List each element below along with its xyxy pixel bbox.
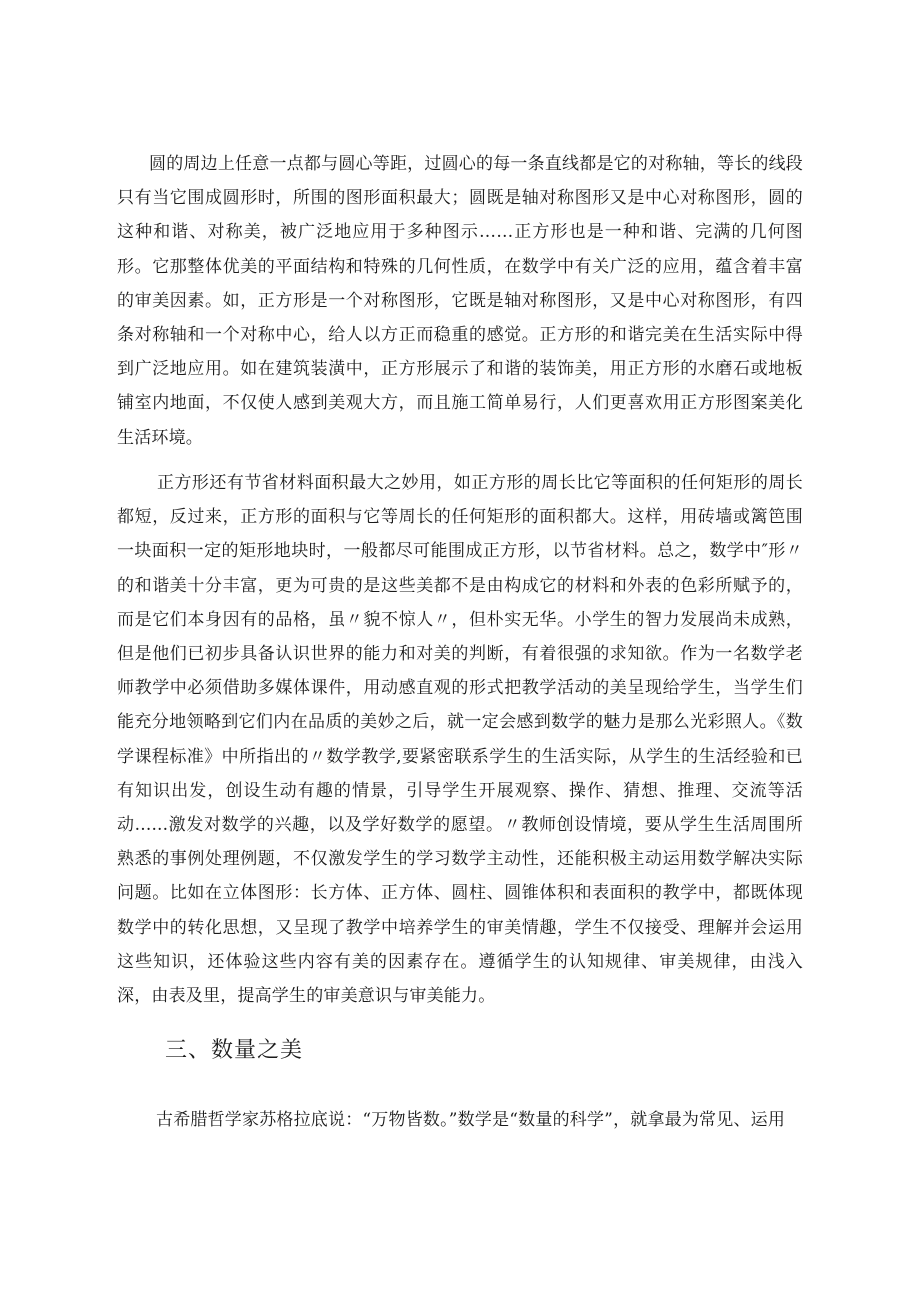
section-heading: 三、数量之美 bbox=[165, 1038, 304, 1063]
paragraph-quantity-beauty: 古希腊哲学家苏格拉底说：“万物皆数。”数学是“数量的科学”，就拿最为常见、运用 bbox=[156, 1110, 786, 1130]
paragraph-circle-square: 圆的周边上任意一点都与圆心等距，过圆心的每一条直线都是它的对称轴，等长的线段只有当它围成圆形时，所围的图形面积最大；圆既是轴对称图形又是中心对称图形，圆的这种和谐、对称美，被广泛地应用于多种图示……正方形也是一种和谐、完满的几何图形。它那整体优美的平面结构和特殊的几何性质，在数学中有关广泛的应用，蕴含着丰富的审美因素。如，正方形是一个对称图形，它既是轴对称图形，又是中心对称图形，有四条对称轴和一个对称中心，给人以方正而稳重的感觉。正方形的和谐完美在生活实际中得到广泛地应用。如在建筑装潢中，正方形展示了和谐的装饰美，用正方形的水磨石或地板铺室内地面，不仅使人感到美观大方，而且施工简单易行，人们更喜欢用正方形图案美化生活环境。 bbox=[117, 154, 803, 448]
paragraph-square-material: 正方形还有节省材料面积最大之妙用，如正方形的周长比它等面积的任何矩形的周长都短，反过来，正方形的面积与它等周长的任何矩形的面积都大。这样，用砖墙或篱笆围一块面积一定的矩形地块时，一般都尽可能围成正方形，以节省材料。总之，数学中″形〃的和谐美十分丰富，更为可贵的是这些美都不是由构成它的材料和外表的色彩所赋予的，而是它们本身因有的品格，虽〃貌不惊人〃，但朴实无华。小学生的智力发展尚未成熟，但是他们已初步具备认识世界的能力和对美的判断，有着很强的求知欲。作为一名数学老师教学中必须借助多媒体课件，用动感直观的形式把教学活动的美呈现给学生，当学生们能充分地领略到它们内在品质的美妙之后，就一定会感到数学的魅力是那么光彩照人。《数学课程标准》中所指出的〃数学教学,要紧密联系学生的生活实际，从学生的生活经验和已有知识出发，创设生动有趣的情景，引导学生开展观察、操作、猜想、推理、交流等活动......激发对数学的兴趣，以及学好数学的愿望。〃教师创设情境，要从学生生活周围所熟悉的事例处理例题，不仅激发学生的学习数学主动性，还能积极主动运用数学解决实际问题。比如在立体图形：长方体、正方体、圆柱、圆锥体积和表面积的教学中，都既体现数学中的转化思想，又呈现了教学中培养学生的审美情趣，学生不仅接受、理解并会运用这些知识，还体验这些内容有美的因素存在。遵循学生的认知规律、审美规律，由浅入深，由表及里，提高学生的审美意识与审美能力。 bbox=[117, 473, 803, 1007]
